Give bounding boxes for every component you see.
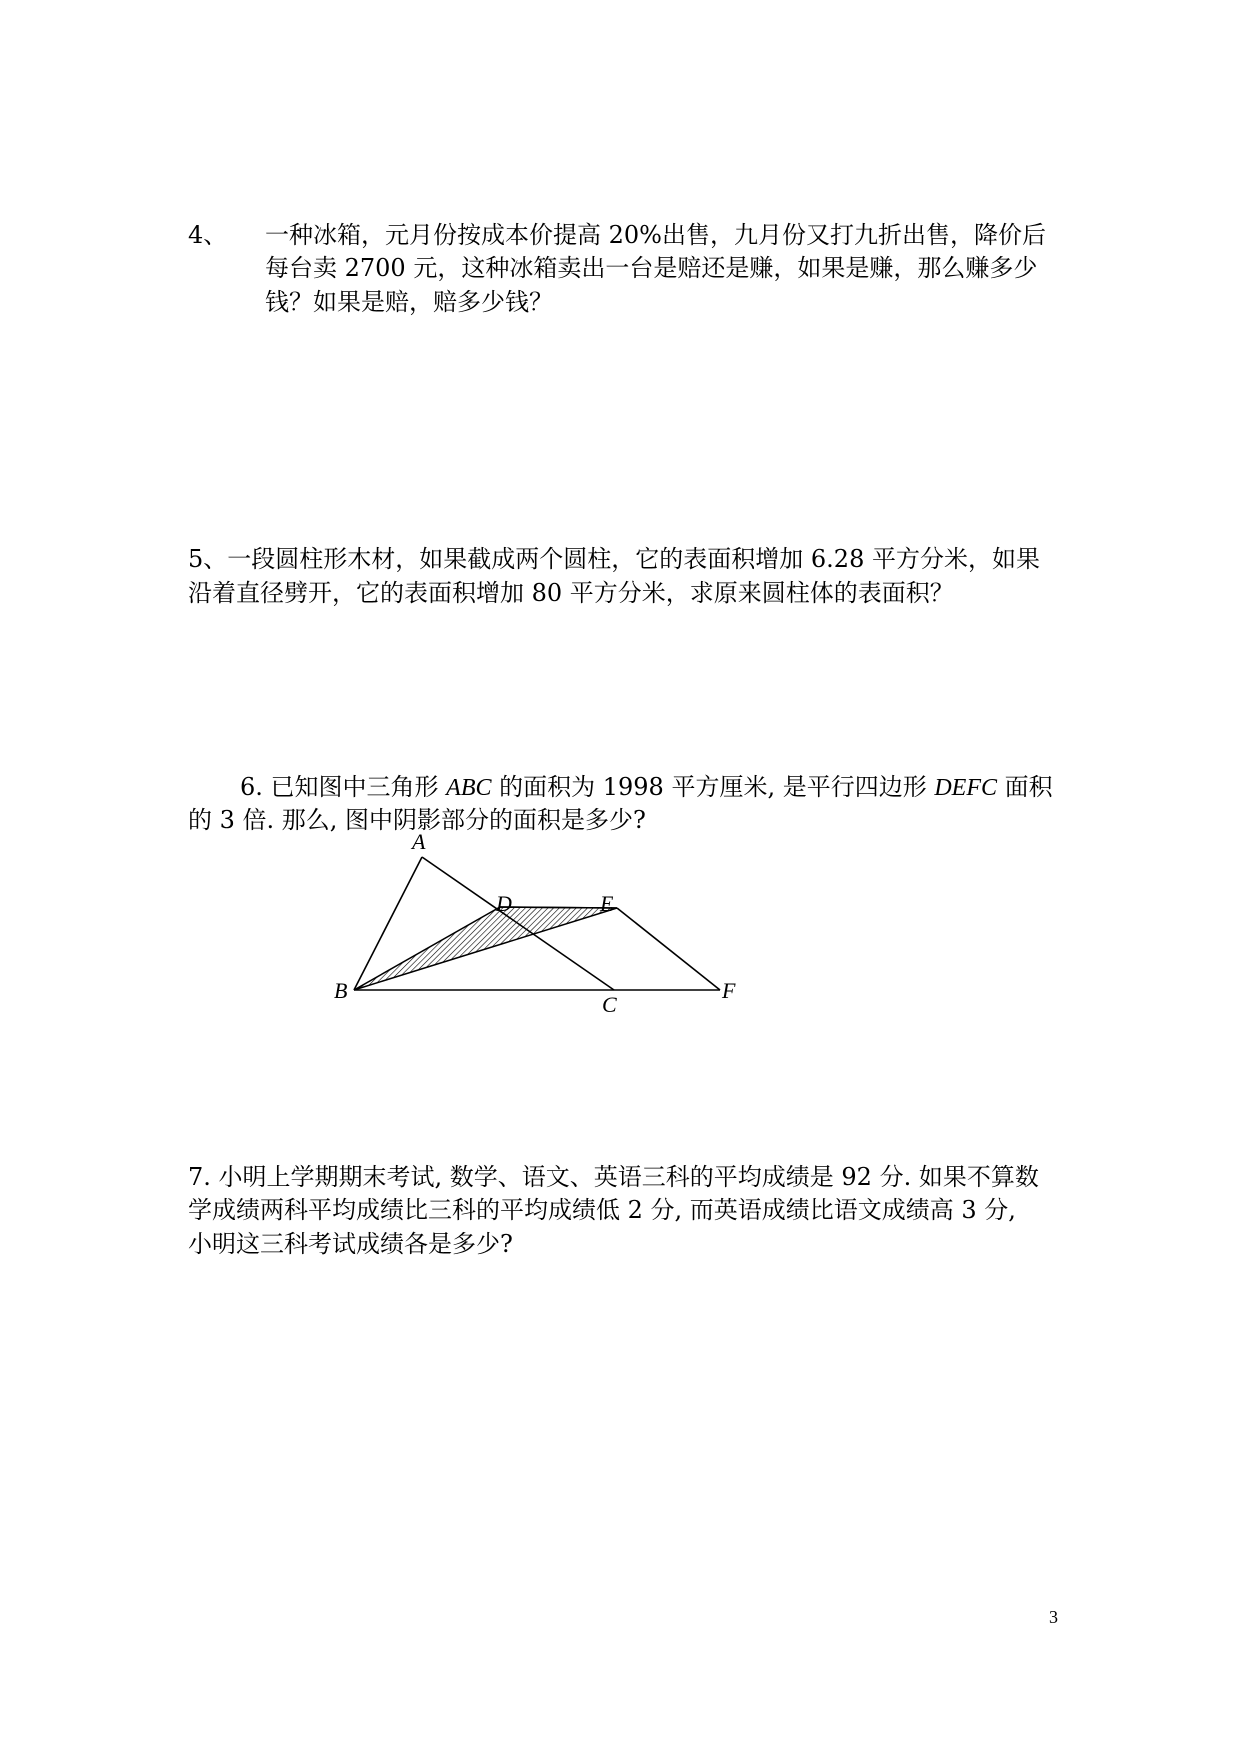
point-label-b: B bbox=[334, 978, 348, 1003]
problem-6-text-a: 6. 已知图中三角形 bbox=[240, 773, 447, 801]
segment-ef bbox=[617, 908, 720, 990]
problem-7-line-1: 7. 小明上学期期末考试, 数学、语文、英语三科的平均成绩是 92 分. 如果不算数 bbox=[188, 1163, 1039, 1191]
point-label-c: C bbox=[602, 992, 617, 1017]
segment-ac bbox=[422, 857, 614, 990]
problem-6-line-2: 的 3 倍. 那么, 图中阴影部分的面积是多少? bbox=[188, 806, 646, 834]
problem-4-line-2: 每台卖 2700 元，这种冰箱卖出一台是赔还是赚，如果是赚，那么赚多少 bbox=[265, 254, 1038, 282]
geometry-figure bbox=[330, 820, 750, 1020]
shaded-region bbox=[354, 907, 617, 990]
problem-4-number: 4、 bbox=[188, 221, 228, 249]
problem-4-line-1: 一种冰箱，元月份按成本价提高 20%出售，九月份又打九折出售，降价后 bbox=[265, 221, 1046, 249]
triangle-abc-label: ABC bbox=[446, 775, 492, 801]
problem-5-line-1: 5、一段圆柱形木材，如果截成两个圆柱，它的表面积增加 6.28 平方分米，如果 bbox=[188, 545, 1040, 573]
problem-6-text-b: 的面积为 1998 平方厘米, 是平行四边形 bbox=[491, 773, 935, 801]
problem-7-line-2: 学成绩两科平均成绩比三科的平均成绩低 2 分, 而英语成绩比语文成绩高 3 分, bbox=[188, 1196, 1016, 1224]
point-label-e: E bbox=[600, 891, 614, 916]
point-label-d: D bbox=[496, 891, 512, 916]
point-label-f: F bbox=[722, 978, 736, 1003]
problem-7-line-3: 小明这三科考试成绩各是多少? bbox=[188, 1230, 513, 1258]
problem-4-line-3: 钱？如果是赔，赔多少钱？ bbox=[265, 288, 553, 316]
parallelogram-defc-label: DEFC bbox=[934, 775, 998, 801]
point-label-a: A bbox=[412, 829, 426, 854]
problem-5-line-2: 沿着直径劈开，它的表面积增加 80 平方分米，求原来圆柱体的表面积？ bbox=[188, 579, 954, 607]
problem-6-text-c: 面积 bbox=[997, 773, 1053, 801]
problem-6-line-1 bbox=[240, 770, 1053, 805]
page-number: 3 bbox=[1049, 1607, 1058, 1627]
